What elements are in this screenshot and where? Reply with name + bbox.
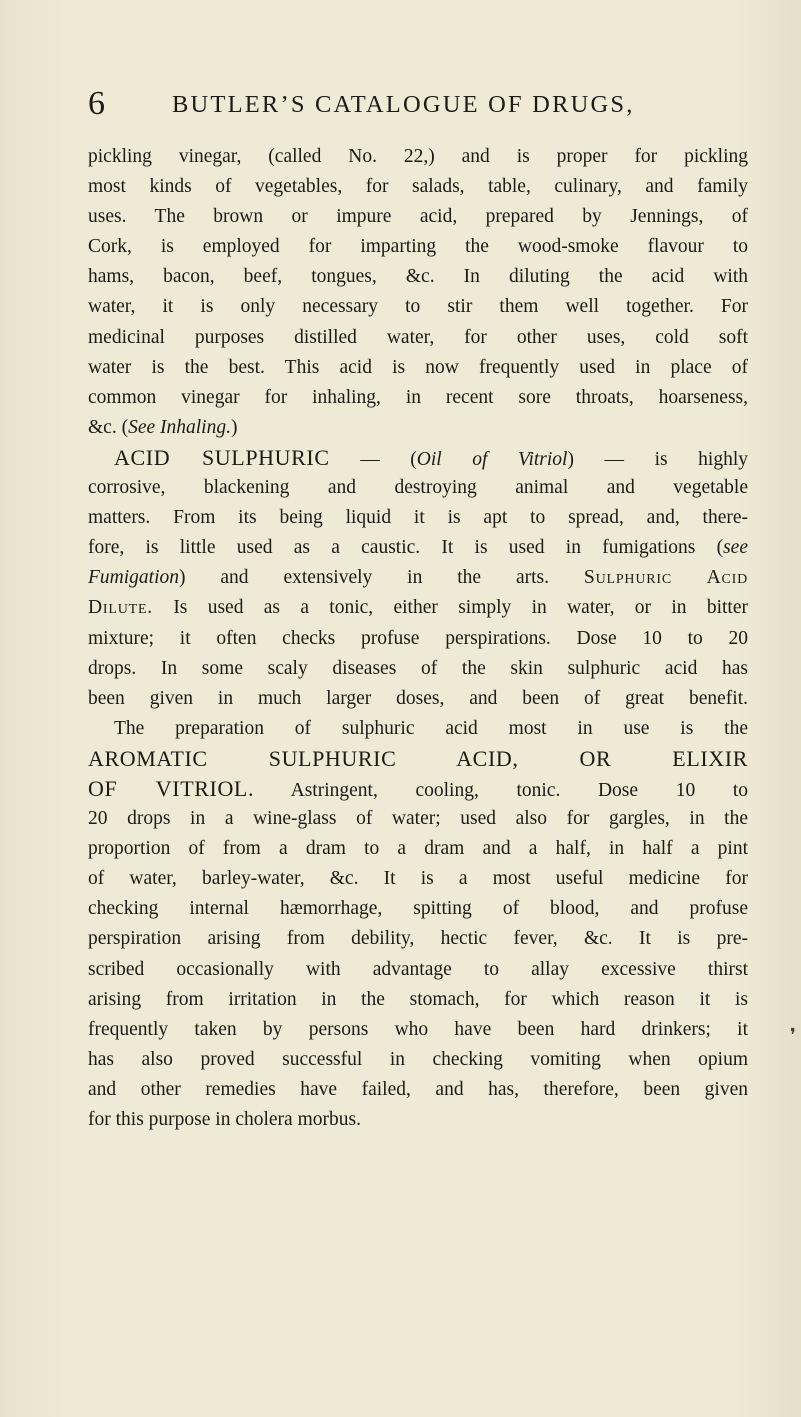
running-head-title: BUTLER’S CATALOGUE OF DRUGS, (172, 91, 635, 118)
text-line (88, 533, 748, 563)
text-run: ) and extensively in the arts. (179, 567, 550, 589)
text-run: Is used as a tonic, either simply in water, or in bitter (153, 597, 748, 619)
text-line: medicinal purposes distilled water, for other uses, cold soft (88, 326, 748, 348)
text-line: mixture; it often checks profuse perspirations. Dose 10 to 20 (88, 627, 748, 649)
text-line: matters. From its being liquid it is apt to spread, and, there- (88, 507, 748, 529)
text-run: fore, is little used as a caustic. It is used in fumigations ( (88, 537, 724, 559)
text-line: uses. The brown or impure acid, prepared by Jennings, of (88, 206, 748, 228)
text-line: checking internal hæmorrhage, spitting of blood, and profuse (88, 898, 748, 920)
running-head (88, 84, 748, 124)
text-run: Astringent, cooling, tonic. Dose 10 to (254, 779, 748, 801)
margin-ink-mark: ❜ (790, 1025, 796, 1045)
text-line: been given in much larger doses, and been of great benefit. (88, 687, 748, 709)
text-line: most kinds of vegetables, for salads, table, culinary, and family (88, 176, 748, 198)
cross-reference: See Inhaling. (128, 416, 231, 438)
text-line: The preparation of sulphuric acid most in use is the (114, 717, 748, 739)
text-line: water, it is only necessary to stir them well together. For (88, 296, 748, 318)
text-line (88, 563, 748, 593)
text-run: ) — is highly (567, 448, 749, 470)
entry-heading-dilute: Dilute. (88, 597, 153, 619)
text-line: and other remedies have failed, and has, therefore, been given (88, 1078, 748, 1100)
entry-heading-acid-sulphuric: ACID SULPHURIC (114, 444, 330, 470)
text-line: corrosive, blackening and destroying animal and vegetable (88, 477, 748, 499)
text-line: of water, barley-water, &c. It is a most useful medicine for (88, 868, 748, 890)
text-run: ) (230, 416, 238, 438)
text-line (88, 443, 748, 473)
entry-heading-sulphuric-acid: Sulphuric Acid (583, 567, 748, 589)
text-line: perspiration arising from debility, hectic fever, &c. It is pre- (88, 928, 748, 950)
text-line: scribed occasionally with advantage to allay excessive thirst (88, 958, 748, 980)
text-line: drops. In some scaly diseases of the skin sulphuric acid has (88, 657, 748, 679)
text-line: pickling vinegar, (called No. 22,) and is proper for pickling (88, 146, 748, 167)
text-line: common vinegar for inhaling, in recent sore throats, hoarseness, (88, 386, 748, 408)
text-line: has also proved successful in checking vomiting when opium (88, 1048, 748, 1070)
text-line: water is the best. This acid is now frequently used in place of (88, 356, 748, 378)
text-line: for this purpose in cholera morbus. (88, 1109, 361, 1130)
text-line: arising from irritation in the stomach, for which reason it is (88, 988, 748, 1010)
cross-reference: Fumigation (88, 567, 179, 589)
text-line: hams, bacon, beef, tongues, &c. In diluting the acid with (88, 266, 748, 288)
text-run: &c. ( (88, 416, 129, 438)
text-run: — ( (329, 448, 417, 470)
text-line: 20 drops in a wine-glass of water; used also for gargles, in the (88, 808, 748, 830)
entry-heading-aromatic-sulphuric-acid: AROMATIC SULPHURIC ACID, OR ELIXIR (88, 745, 748, 771)
text-line (88, 774, 748, 804)
text-line (88, 593, 748, 623)
text-line: proportion of from a dram to a dram and a half, in half a pint (88, 838, 748, 860)
entry-heading-elixir-of-vitriol: OF VITRIOL. (88, 775, 255, 801)
synonym-oil-of-vitriol: Oil of Vitriol (416, 448, 568, 470)
text-line: Cork, is employed for imparting the wood-smoke flavour to (88, 236, 748, 258)
body-text (88, 142, 748, 1135)
page-number: 6 (88, 85, 105, 122)
text-line: frequently taken by persons who have been hard drinkers; it (88, 1018, 748, 1040)
cross-reference: see (723, 537, 748, 559)
text-line (88, 413, 748, 443)
